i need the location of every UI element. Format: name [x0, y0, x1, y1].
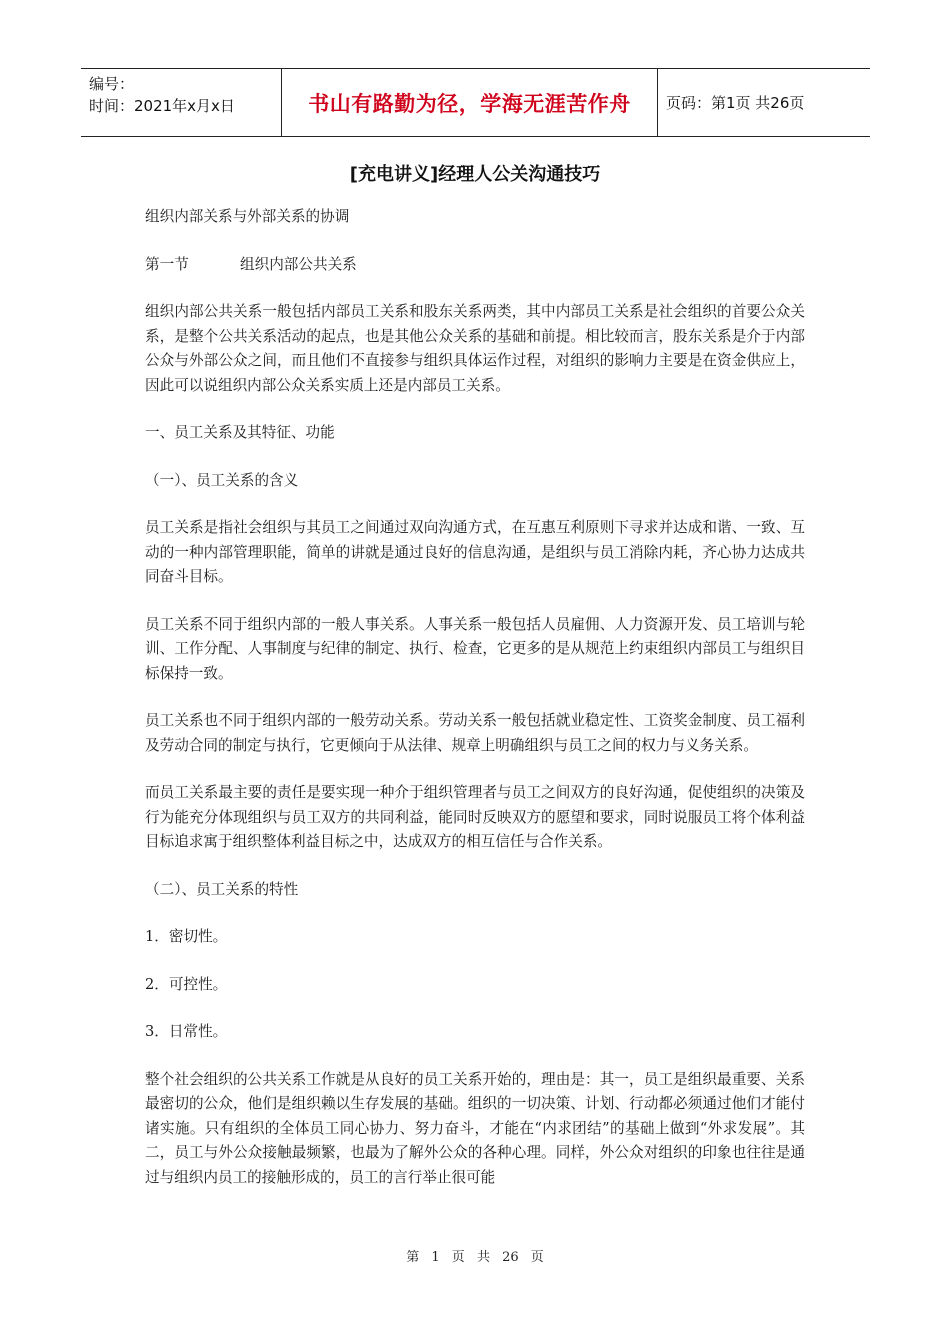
- list-item: 3．日常性。: [145, 1023, 228, 1040]
- section-title: 组织内部公共关系: [240, 255, 357, 273]
- heading-level-2: （二）、员工关系的特性: [145, 880, 299, 898]
- footer-page-word: 第: [406, 1250, 420, 1265]
- header-page-cell: [658, 69, 870, 136]
- heading-level-1: 一、员工关系及其特征、功能: [145, 424, 335, 441]
- footer-page-unit: 页: [451, 1250, 465, 1265]
- page-footer: [0, 1246, 950, 1265]
- paragraph: 整个社会组织的公共关系工作就是从良好的员工关系开始的，理由是：其一，员工是组织最重要、关系最密切的公众，他们是组织赖以生存发展的基础。组织的一切决策、计划、行动都必须通过他们才能付诸实施。只有组织的全体员工同心协力、努力奋斗，才能在“内求团结”的基础上做到“外求发展”。其二，员工与外公众接触最频繁，也最为了解外公众的各种心理。同样，外公众对组织的印象也往往是通过与组织内员工的接触形成的，员工的言行举止很可能: [145, 1070, 805, 1186]
- footer-total-unit: 页: [530, 1250, 544, 1265]
- footer-total-num: 26: [502, 1250, 519, 1265]
- document-body: [145, 205, 805, 1190]
- paragraph: 组织内部公共关系一般包括内部员工关系和股东关系两类，其中内部员工关系是社会组织的首要公众关系，是整个公共关系活动的起点，也是其他公众关系的基础和前提。相比较而言，股东关系是介于内部公众与外部公众之间，而且他们不直接参与组织具体运作过程，对组织的影响力主要是在资金供应上，因此可以说组织内部公众关系实质上还是内部员工关系。: [145, 303, 805, 394]
- footer-page-num: 1: [431, 1250, 440, 1265]
- section-number: 第一节: [145, 255, 189, 273]
- page-label: 页码：第1页 共26页: [666, 94, 805, 112]
- heading-level-2: （一）、员工关系的含义: [145, 471, 299, 489]
- header-info-cell: [81, 69, 281, 136]
- subtitle: 组织内部关系与外部关系的协调: [145, 208, 350, 225]
- footer-total-word: 共: [476, 1250, 490, 1265]
- list-item: 2．可控性。: [145, 975, 228, 993]
- motto-text: 书山有路勤为径，学海无涯苦作舟: [308, 91, 631, 116]
- paragraph: 员工关系是指社会组织与其员工之间通过双向沟通方式，在互惠互利原则下寻求并达成和谐、一致、互动的一种内部管理职能，简单的讲就是通过良好的信息沟通，是组织与员工消除内耗，齐心协力达成共同奋斗目标。: [145, 519, 805, 585]
- number-label: 编号：: [89, 75, 135, 93]
- list-item: 1．密切性。: [145, 928, 228, 945]
- time-label: 时间：2021年x月x日: [89, 97, 235, 115]
- paragraph: 而员工关系最主要的责任是要实现一种介于组织管理者与员工之间双方的良好沟通，促使组织的决策及行为能充分体现组织与员工双方的共同利益，能同时反映双方的愿望和要求，同时说服员工将个体利益目标追求寓于组织整体利益目标之中，达成双方的相互信任与合作关系。: [145, 784, 805, 850]
- header-table: [81, 68, 870, 137]
- paragraph: 员工关系也不同于组织内部的一般劳动关系。劳动关系一般包括就业稳定性、工资奖金制度、员工福利及劳动合同的制定与执行，它更倾向于从法律、规章上明确组织与员工之间的权力与义务关系。: [145, 712, 805, 754]
- document-title: [充电讲义]经理人公关沟通技巧: [349, 164, 601, 185]
- header-motto-cell: [281, 69, 658, 136]
- paragraph: 员工关系不同于组织内部的一般人事关系。人事关系一般包括人员雇佣、人力资源开发、员工培训与轮训、工作分配、人事制度与纪律的制定、执行、检查，它更多的是从规范上约束组织内部员工与组织目标保持一致。: [145, 615, 805, 682]
- section-heading: [145, 253, 805, 278]
